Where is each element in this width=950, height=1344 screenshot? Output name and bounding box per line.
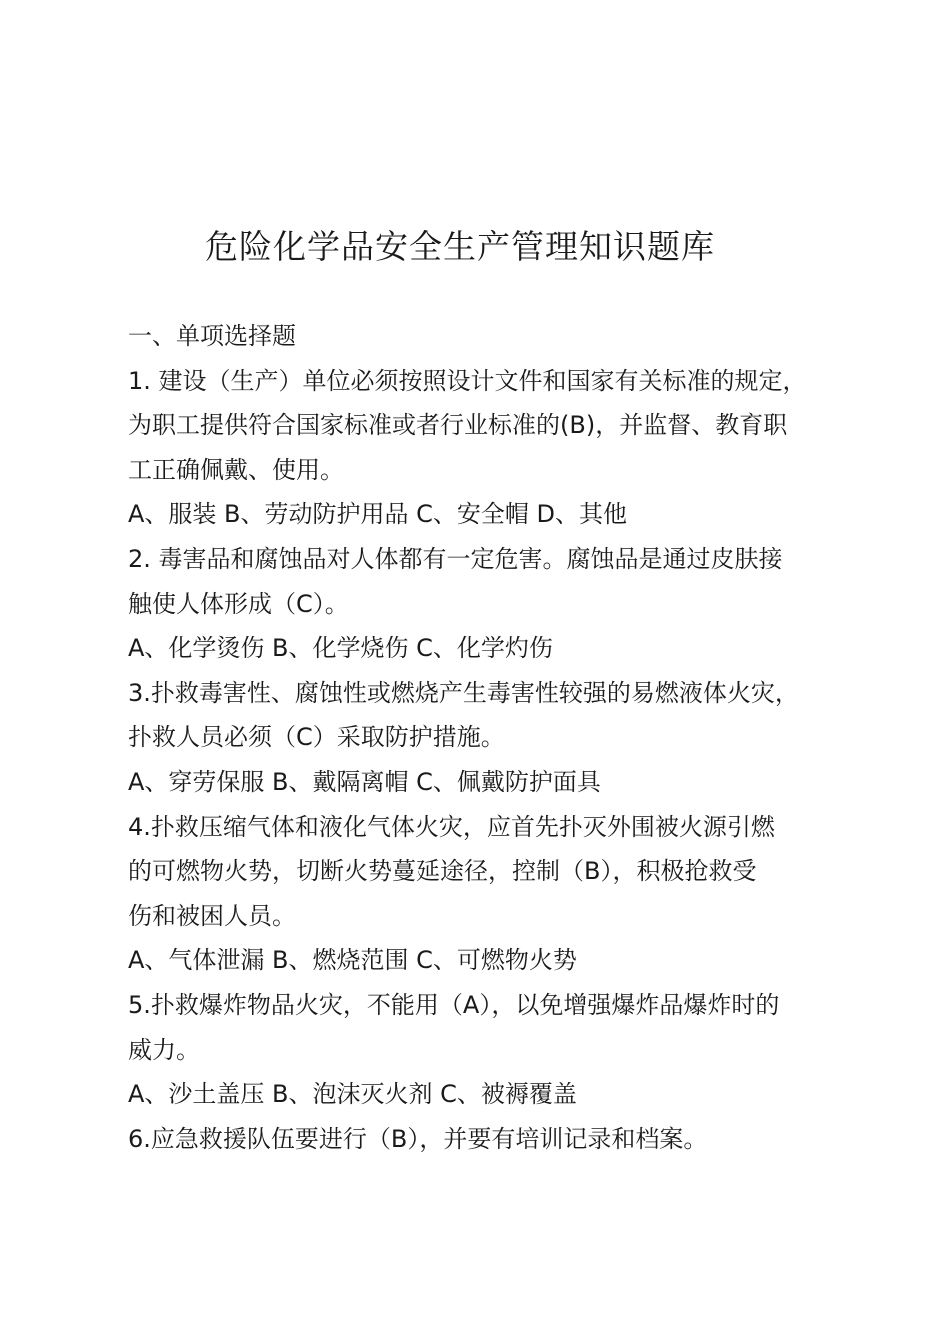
question-4-text: 伤和被困人员。 (128, 901, 296, 930)
question-2-options: A、化学烫伤 B、化学烧伤 C、化学灼伤 (128, 634, 553, 663)
document-title: 危险化学品安全生产管理知识题库 (205, 227, 715, 266)
question-1-text: 1. 建设（生产）单位必须按照设计文件和国家有关标准的规定， (128, 366, 807, 395)
question-2-text: 触使人体形成（C）。 (128, 589, 349, 618)
question-5-text: 威力。 (128, 1035, 200, 1064)
question-5-text: 5.扑救爆炸物品火灾，不能用（A），以免增强爆炸品爆炸时的 (128, 990, 780, 1019)
question-2-text: 2. 毒害品和腐蚀品对人体都有一定危害。腐蚀品是通过皮肤接 (128, 544, 783, 573)
question-5-options: A、沙土盖压 B、泡沫灭火剂 C、被褥覆盖 (128, 1080, 577, 1109)
question-3-options: A、穿劳保服 B、戴隔离帽 C、佩戴防护面具 (128, 767, 601, 796)
question-4-options: A、气体泄漏 B、燃烧范围 C、可燃物火势 (128, 946, 577, 975)
question-1-text: 为职工提供符合国家标准或者行业标准的(B)，并监督、教育职 (128, 411, 788, 440)
question-3-text: 扑救人员必须（C）采取防护措施。 (128, 723, 505, 752)
section-heading: 一、单项选择题 (128, 322, 296, 350)
document-body (128, 314, 840, 1161)
question-1-options: A、服装 B、劳动防护用品 C、安全帽 D、其他 (128, 500, 628, 529)
question-4-text: 4.扑救压缩气体和液化气体火灾，应首先扑灭外围被火源引燃 (128, 812, 775, 841)
question-4-text: 的可燃物火势，切断火势蔓延途径，控制（B），积极抢救受 (128, 857, 757, 886)
question-3-text: 3.扑救毒害性、腐蚀性或燃烧产生毒害性较强的易燃液体火灾， (128, 678, 799, 707)
question-1-text: 工正确佩戴、使用。 (128, 455, 344, 484)
question-6-text: 6.应急救援队伍要进行（B），并要有培训记录和档案。 (128, 1124, 708, 1153)
